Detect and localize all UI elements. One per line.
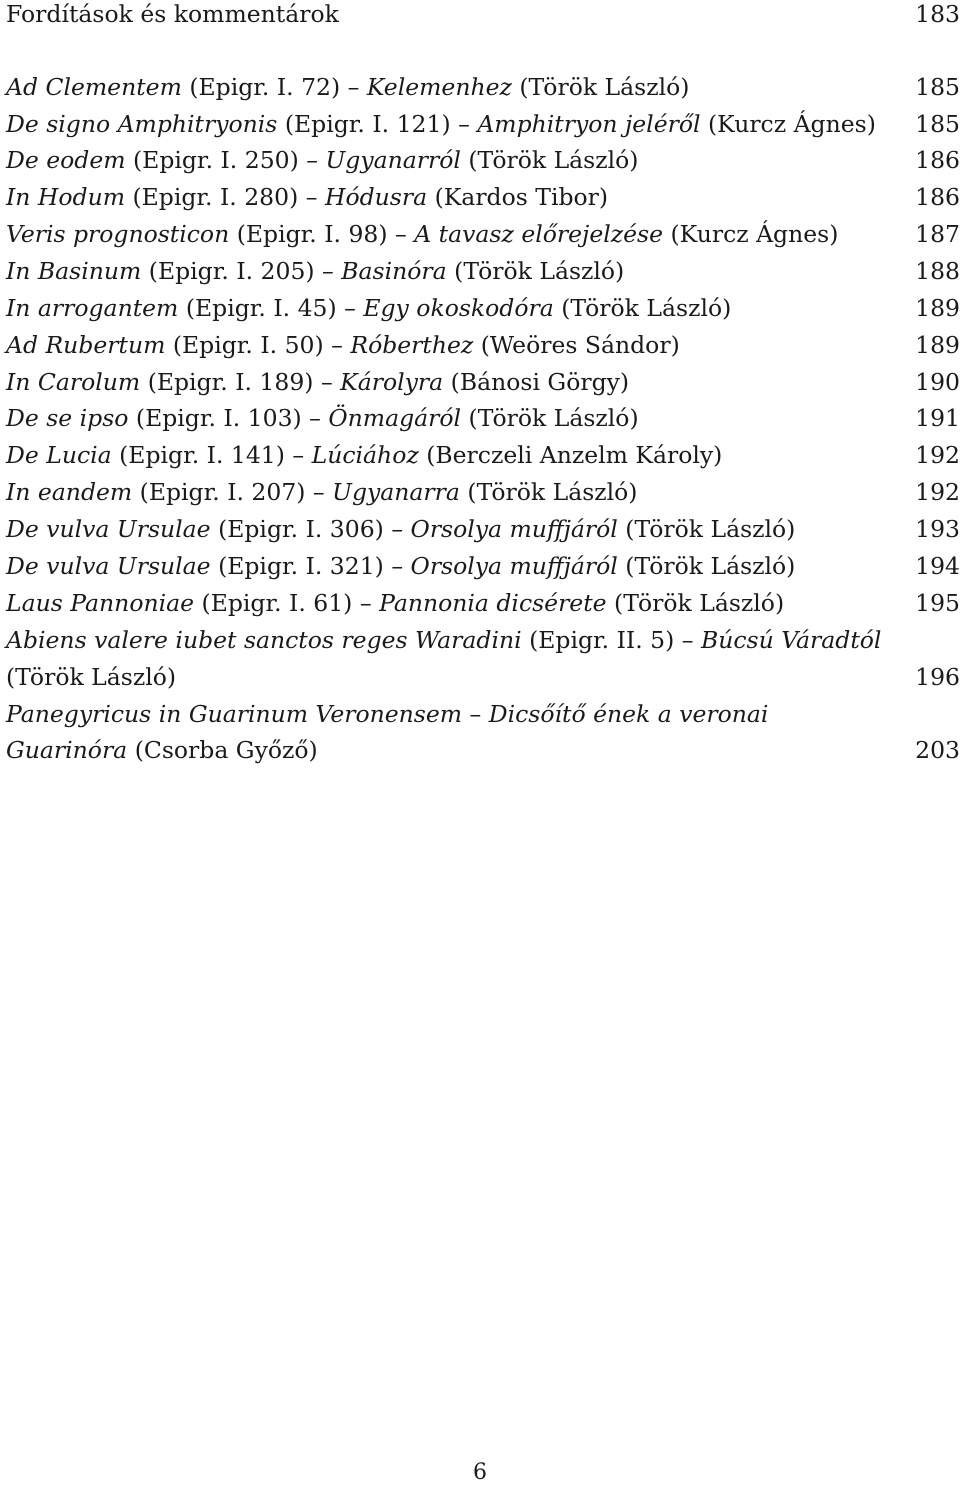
- epigram-reference: (Epigr. I. 141): [119, 441, 285, 469]
- hungarian-title: Orsolya muffjáról: [410, 552, 618, 580]
- epigram-reference: (Epigr. I. 61): [201, 589, 353, 617]
- dash: –: [391, 515, 404, 543]
- dash: –: [305, 183, 318, 211]
- epigram-reference: (Epigr. I. 50): [172, 331, 324, 359]
- toc-entry: [6, 474, 960, 511]
- hungarian-title: Károlyra: [340, 368, 444, 396]
- hungarian-title: Kelemenhez: [366, 73, 512, 101]
- translator: (Berczeli Anzelm Károly): [426, 441, 723, 469]
- dash: –: [322, 257, 334, 285]
- epigram-reference: (Epigr. I. 250): [133, 146, 299, 174]
- toc-entry: [6, 400, 960, 437]
- translator: (Török László): [625, 552, 796, 580]
- dash: –: [344, 294, 356, 322]
- latin-title: De se ipso: [6, 404, 129, 432]
- hungarian-title: Búcsú Váradtól: [700, 626, 882, 654]
- translator: (Török László): [6, 663, 177, 691]
- page-number: 187: [915, 220, 960, 248]
- page-number: 189: [915, 294, 960, 322]
- toc-entry: [6, 585, 960, 622]
- page-number: 185: [915, 73, 960, 101]
- latin-title: Laus Pannoniae: [6, 589, 195, 617]
- translator: (Török László): [561, 294, 732, 322]
- epigram-reference: (Epigr. I. 280): [132, 183, 299, 211]
- translator: (Török László): [467, 478, 638, 506]
- hungarian-title: Basinóra: [341, 257, 447, 285]
- translator: (Török László): [468, 146, 639, 174]
- page-number: 203: [915, 736, 960, 764]
- toc-entry-continuation: [6, 659, 960, 696]
- latin-title: Ad Rubertum: [6, 331, 166, 359]
- translator: (Kurcz Ágnes): [670, 220, 839, 248]
- hungarian-title: Amphitryon jeléről: [477, 110, 701, 138]
- epigram-reference: (Epigr. I. 98): [236, 220, 388, 248]
- epigram-reference: (Epigr. I. 189): [147, 368, 314, 396]
- toc-entry: [6, 437, 960, 474]
- translator: (Török László): [468, 404, 639, 432]
- dash: –: [347, 73, 360, 101]
- dash: –: [320, 368, 333, 396]
- toc-entry: [6, 327, 960, 364]
- translator: (Török László): [614, 589, 785, 617]
- hungarian-title: Önmagáról: [328, 404, 462, 432]
- page-number: 192: [915, 441, 960, 469]
- dash: –: [458, 110, 470, 138]
- hungarian-title: Ugyanarról: [325, 146, 461, 174]
- epigram-reference: (Epigr. II. 5): [529, 626, 675, 654]
- latin-title: In arrogantem: [6, 294, 179, 322]
- page-number: 186: [915, 146, 960, 174]
- translator: (Csorba Győző): [134, 736, 318, 764]
- toc-entry: [6, 69, 960, 106]
- page-number: 188: [915, 257, 960, 285]
- dash: –: [391, 552, 404, 580]
- latin-title: Veris prognosticon: [6, 220, 230, 248]
- hungarian-title: Egy okoskodóra: [363, 294, 554, 322]
- page-number: 193: [915, 515, 960, 543]
- epigram-reference: (Epigr. I. 207): [139, 478, 306, 506]
- page-number: 186: [915, 183, 960, 211]
- epigram-reference: (Epigr. I. 45): [185, 294, 337, 322]
- section-heading: [6, 0, 960, 33]
- latin-title: In Carolum: [6, 368, 141, 396]
- hungarian-title: Lúciához: [311, 441, 419, 469]
- epigram-reference: (Epigr. I. 121): [284, 110, 451, 138]
- translator: (Bánosi Görgy): [450, 368, 630, 396]
- toc-entry: [6, 290, 960, 327]
- epigram-reference: (Epigr. I. 72): [189, 73, 341, 101]
- section-page-number: 183: [915, 0, 960, 28]
- latin-title: In Basinum: [6, 257, 142, 285]
- translator: (Weöres Sándor): [480, 331, 680, 359]
- latin-title: De Lucia: [6, 441, 112, 469]
- toc-entry: [6, 253, 960, 290]
- hungarian-title: Hódusra: [324, 183, 428, 211]
- dash: –: [312, 478, 325, 506]
- translator: (Török László): [625, 515, 796, 543]
- latin-title: In eandem: [6, 478, 133, 506]
- latin-title: De vulva Ursulae: [6, 552, 211, 580]
- page-number: 195: [915, 589, 960, 617]
- latin-title: Abiens valere iubet sanctos reges Waradini: [6, 626, 522, 654]
- toc-entry: [6, 106, 960, 143]
- epigram-reference: (Epigr. I. 103): [135, 404, 302, 432]
- page-number: 189: [915, 331, 960, 359]
- page-number: 194: [915, 552, 960, 580]
- dash: –: [395, 220, 407, 248]
- latin-title: De eodem: [6, 146, 126, 174]
- toc-entry: [6, 179, 960, 216]
- latin-title: In Hodum: [6, 183, 125, 211]
- dash: –: [292, 441, 305, 469]
- epigram-reference: (Epigr. I. 321): [218, 552, 384, 580]
- dash: –: [331, 331, 343, 359]
- hungarian-title: A tavasz előrejelzése: [414, 220, 664, 248]
- toc-entry-line: [6, 696, 960, 733]
- dash: –: [359, 589, 372, 617]
- hungarian-title: Róberthez: [350, 331, 474, 359]
- toc-entry: [6, 548, 960, 585]
- hungarian-title: Orsolya muffjáról: [410, 515, 618, 543]
- hungarian-title: Ugyanarra: [332, 478, 460, 506]
- dash: –: [309, 404, 321, 432]
- translator: (Török László): [454, 257, 625, 285]
- page-number: 190: [915, 368, 960, 396]
- latin-title: Panegyricus in Guarinum Veronensem: [6, 700, 463, 728]
- hungarian-title: Dicsőítő ének a veronai: [488, 700, 769, 728]
- page-number: 185: [915, 110, 960, 138]
- hungarian-title-continued: Guarinóra: [6, 736, 128, 764]
- toc-entry: [6, 216, 960, 253]
- dash: –: [681, 626, 694, 654]
- section-title: Fordítások és kommentárok: [6, 0, 339, 28]
- latin-title: Ad Clementem: [6, 73, 182, 101]
- toc-entry-continuation: [6, 732, 960, 769]
- toc-entry: [6, 511, 960, 548]
- translator: (Kardos Tibor): [434, 183, 609, 211]
- dash: –: [306, 146, 318, 174]
- toc-entry: [6, 142, 960, 179]
- dash: –: [469, 700, 482, 728]
- page-number: 192: [915, 478, 960, 506]
- epigram-reference: (Epigr. I. 205): [148, 257, 315, 285]
- translator: (Török László): [519, 73, 690, 101]
- page-number: 196: [915, 663, 960, 691]
- hungarian-title: Pannonia dicsérete: [379, 589, 607, 617]
- translator: (Kurcz Ágnes): [707, 110, 876, 138]
- latin-title: De signo Amphitryonis: [6, 110, 278, 138]
- latin-title: De vulva Ursulae: [6, 515, 211, 543]
- page-number: 191: [915, 404, 960, 432]
- toc-entry-line: [6, 622, 960, 659]
- folio-page-number: 6: [473, 1460, 487, 1485]
- epigram-reference: (Epigr. I. 306): [218, 515, 384, 543]
- toc-entry: [6, 364, 960, 401]
